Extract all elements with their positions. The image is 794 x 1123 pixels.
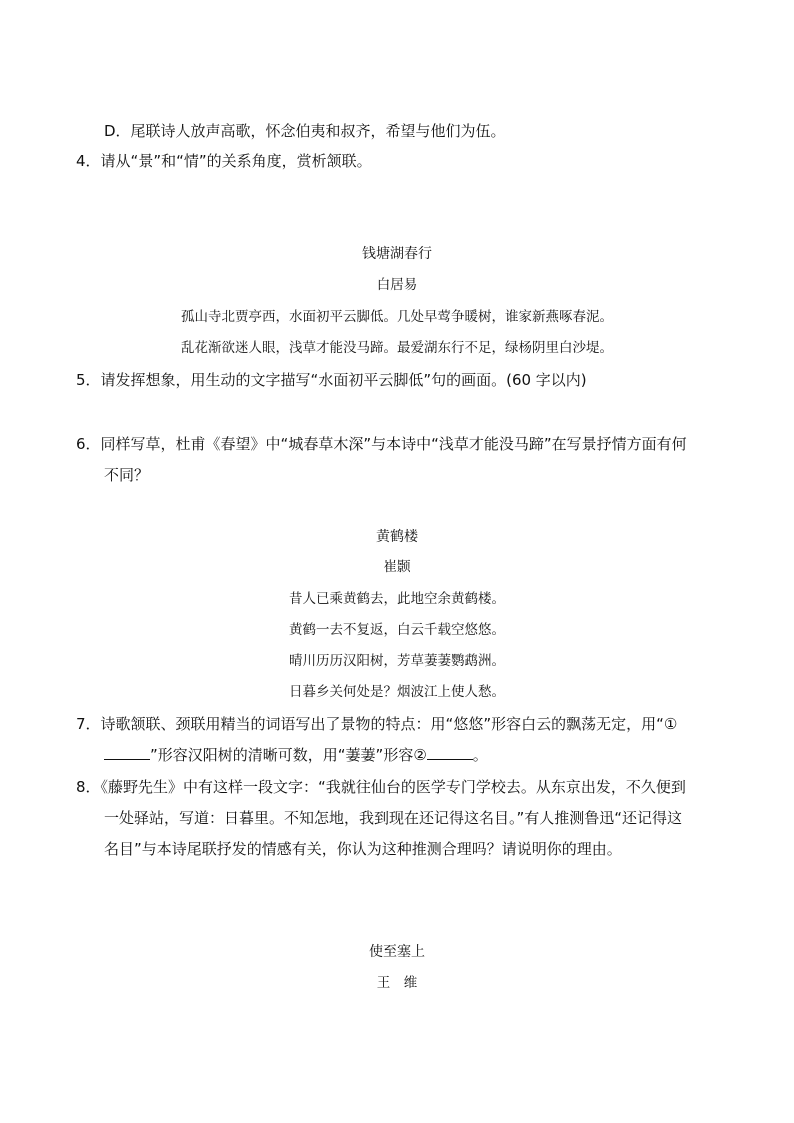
poem3-author: 王 维 [376, 975, 418, 991]
poem1-title: 钱塘湖春行 [362, 246, 432, 262]
question-7-line2 [104, 745, 488, 765]
question-8-line1: 8．《藤野先生》中有这样一段文字：“我就往仙台的医学专门学校去。从东京出发，不久便到 [76, 778, 686, 796]
poem2-line: 日暮乡关何处是？烟波江上使人愁。 [289, 684, 505, 700]
poem2-author: 崔颢 [383, 559, 411, 575]
poem2-line: 黄鹤一去不复返，白云千载空悠悠。 [289, 622, 505, 638]
question-7-line1: 7．诗歌颔联、颈联用精当的词语写出了景物的特点：用“悠悠”形容白云的飘荡无定，用“① [76, 715, 678, 733]
question-7-text-a: ”形容汉阳树的清晰可数，用“萋萋”形容② [150, 746, 427, 764]
poem2-line: 晴川历历汉阳树，芳草萋萋鹦鹉洲。 [289, 653, 505, 669]
poem2-line: 昔人已乘黄鹤去，此地空余黄鹤楼。 [289, 591, 505, 607]
question-6-line2: 不同？ [104, 466, 150, 484]
answer-blank-2[interactable] [427, 745, 473, 760]
poem1-author: 白居易 [376, 277, 418, 293]
question-4: 4．请从“景”和“情”的关系角度，赏析颔联。 [76, 152, 372, 170]
question-8-line3: 名目”与本诗尾联抒发的情感有关，你认为这种推测合理吗？请说明你的理由。 [104, 840, 622, 858]
answer-blank-1[interactable] [104, 745, 150, 760]
poem1-line: 孤山寺北贾亭西，水面初平云脚低。几处早莺争暖树，谁家新燕啄春泥。 [181, 309, 613, 325]
question-7-text-b: 。 [472, 746, 488, 764]
option-d: D．尾联诗人放声高歌，怀念伯夷和叔齐，希望与他们为伍。 [104, 122, 506, 140]
question-8-line2: 一处驿站，写道：日暮里。不知怎地，我到现在还记得这名目。”有人推测鲁迅“还记得这 [104, 809, 683, 827]
question-6-line1: 6．同样写草，杜甫《春望》中“城春草木深”与本诗中“浅草才能没马蹄”在写景抒情方面有何 [76, 435, 687, 453]
poem2-title: 黄鹤楼 [376, 529, 418, 545]
poem3-title: 使至塞上 [369, 944, 425, 960]
poem1-line: 乱花渐欲迷人眼，浅草才能没马蹄。最爱湖东行不足，绿杨阴里白沙堤。 [181, 340, 613, 356]
question-5: 5．请发挥想象，用生动的文字描写“水面初平云脚低”句的画面。(60 字以内) [76, 371, 587, 389]
